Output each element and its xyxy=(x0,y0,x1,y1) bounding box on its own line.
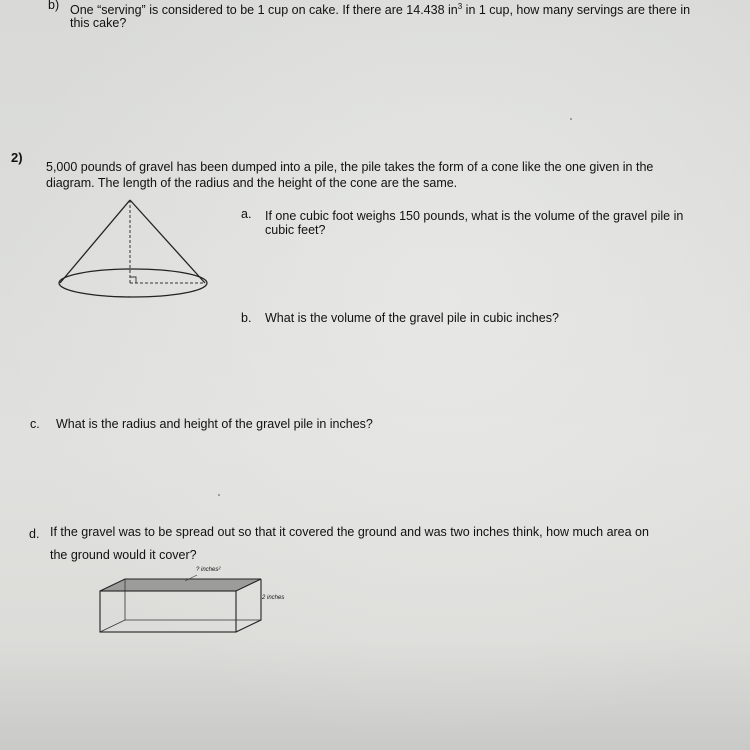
question-2-line1: 5,000 pounds of gravel has been dumped into a pile, the pile takes the form of a cone like the one given in the xyxy=(46,160,654,174)
part-b-question-line2: this cake? xyxy=(70,16,127,30)
cone-diagram xyxy=(55,195,215,305)
part-b-question-line1 xyxy=(70,0,690,18)
sub-a-label: a. xyxy=(241,207,252,221)
sub-c-label: c. xyxy=(30,417,40,431)
paper-speck xyxy=(218,494,220,496)
prism-side-label: 2 inches xyxy=(262,595,285,601)
right-angle-mark xyxy=(130,277,136,283)
sub-d-label: d. xyxy=(29,527,40,541)
sub-c-text: What is the radius and height of the gravel pile in inches? xyxy=(56,417,373,431)
sub-d-line1: If the gravel was to be spread out so that it covered the ground and was two inches think, how much area on xyxy=(50,525,649,539)
sub-a-line2: cubic feet? xyxy=(265,223,326,237)
part-b-text-end: in 1 cup, how many servings are there in xyxy=(462,3,691,18)
prism-diagram xyxy=(97,575,267,635)
prism-back-bottom-edges xyxy=(100,620,261,632)
sub-b-label: b. xyxy=(241,311,252,325)
sub-b-text: What is the volume of the gravel pile in cubic inches? xyxy=(265,311,559,325)
question-2-number: 2) xyxy=(11,150,23,165)
prism-front-face xyxy=(100,591,236,632)
prism-top-label: ? inches² xyxy=(196,567,221,573)
sub-a-line1: If one cubic foot weighs 150 pounds, what is the volume of the gravel pile in xyxy=(265,209,684,223)
cubic-superscript: 3 xyxy=(457,2,463,11)
part-b-label: b) xyxy=(48,0,60,12)
paper-speck xyxy=(570,118,572,120)
sub-d-line2: the ground would it cover? xyxy=(50,548,197,562)
part-b-text-start: One “serving” is considered to be 1 cup on cake. If there are 14.438 in xyxy=(70,3,458,18)
question-2-line2: diagram. The length of the radius and the height of the cone are the same. xyxy=(46,176,458,190)
prism-top-face xyxy=(100,579,261,591)
